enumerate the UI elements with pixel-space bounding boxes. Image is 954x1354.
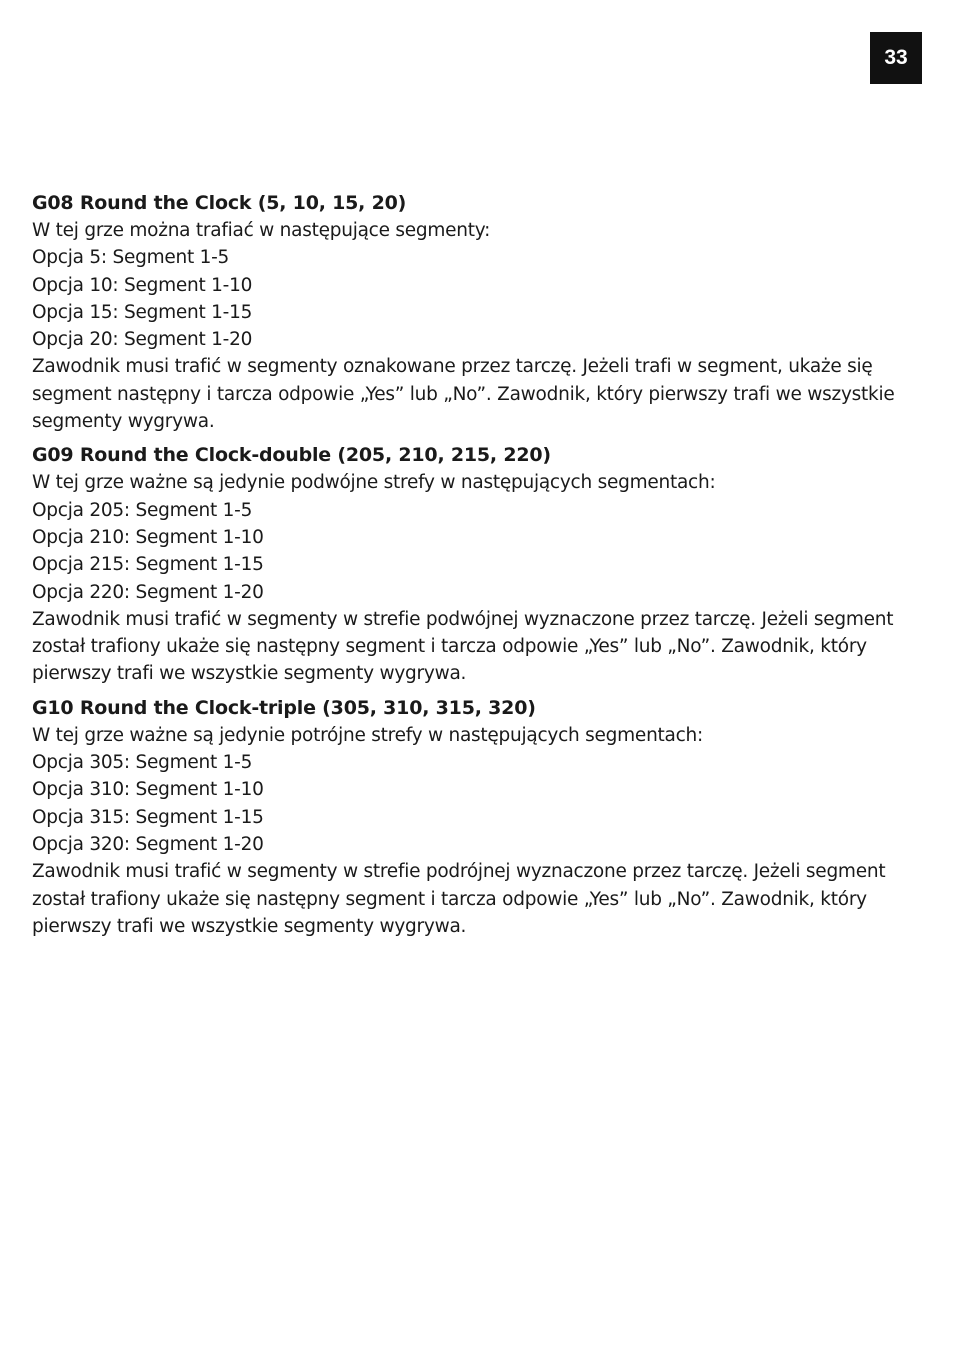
- section-description: Zawodnik musi trafić w segmenty w strefie podrójnej wyznaczone przez tarczę. Jeżeli segment został trafiony ukaże się następny segment i tarcza odpowie „Yes” lub „No”. Zawodnik, który pierwszy trafi we wszystkie segmenty wygrywa.: [32, 861, 886, 937]
- section-intro: W tej grze można trafiać w następujące segmenty:: [32, 220, 491, 241]
- option-line: Opcja 305: Segment 1-5: [32, 752, 253, 774]
- option-line: Opcja 20: Segment 1-20: [32, 329, 253, 351]
- section-heading: G10 Round the Clock-triple (305, 310, 315, 320): [32, 696, 536, 719]
- section-heading: G09 Round the Clock-double (205, 210, 215, 220): [32, 444, 551, 467]
- option-line: Opcja 320: Segment 1-20: [32, 833, 264, 855]
- page-content: [32, 190, 912, 947]
- page-number-badge: [870, 32, 922, 84]
- section-description: Zawodnik musi trafić w segmenty oznakowane przez tarczę. Jeżeli trafi w segment, ukaże się segment następny i tarcza odpowie „Yes” lub „No”. Zawodnik, który pierwszy trafi we wszystkie segmenty wygrywa.: [32, 356, 895, 433]
- page-number: 33: [884, 46, 908, 69]
- section-g10: [32, 695, 912, 940]
- section-heading: G08 Round the Clock (5, 10, 15, 20): [32, 192, 407, 214]
- section-g09: [32, 442, 912, 687]
- option-line: Opcja 310: Segment 1-10: [32, 779, 264, 801]
- option-line: Opcja 10: Segment 1-10: [32, 274, 253, 296]
- option-line: Opcja 205: Segment 1-5: [32, 499, 253, 521]
- option-line: Opcja 210: Segment 1-10: [32, 526, 264, 548]
- option-line: Opcja 5: Segment 1-5: [32, 247, 230, 269]
- section-intro: W tej grze ważne są jedynie potrójne strefy w następujących segmentach:: [32, 724, 704, 746]
- section-g08: [32, 190, 912, 435]
- option-line: Opcja 215: Segment 1-15: [32, 554, 264, 576]
- section-description: Zawodnik musi trafić w segmenty w strefie podwójnej wyznaczone przez tarczę. Jeżeli segment został trafiony ukaże się następny segment i tarcza odpowie „Yes” lub „No”. Zawodnik, który pierwszy trafi we wszystkie segmenty wygrywa.: [32, 608, 894, 685]
- option-line: Opcja 15: Segment 1-15: [32, 301, 253, 323]
- option-line: Opcja 220: Segment 1-20: [32, 581, 264, 603]
- section-intro: W tej grze ważne są jedynie podwójne strefy w następujących segmentach:: [32, 472, 716, 494]
- option-line: Opcja 315: Segment 1-15: [32, 806, 264, 828]
